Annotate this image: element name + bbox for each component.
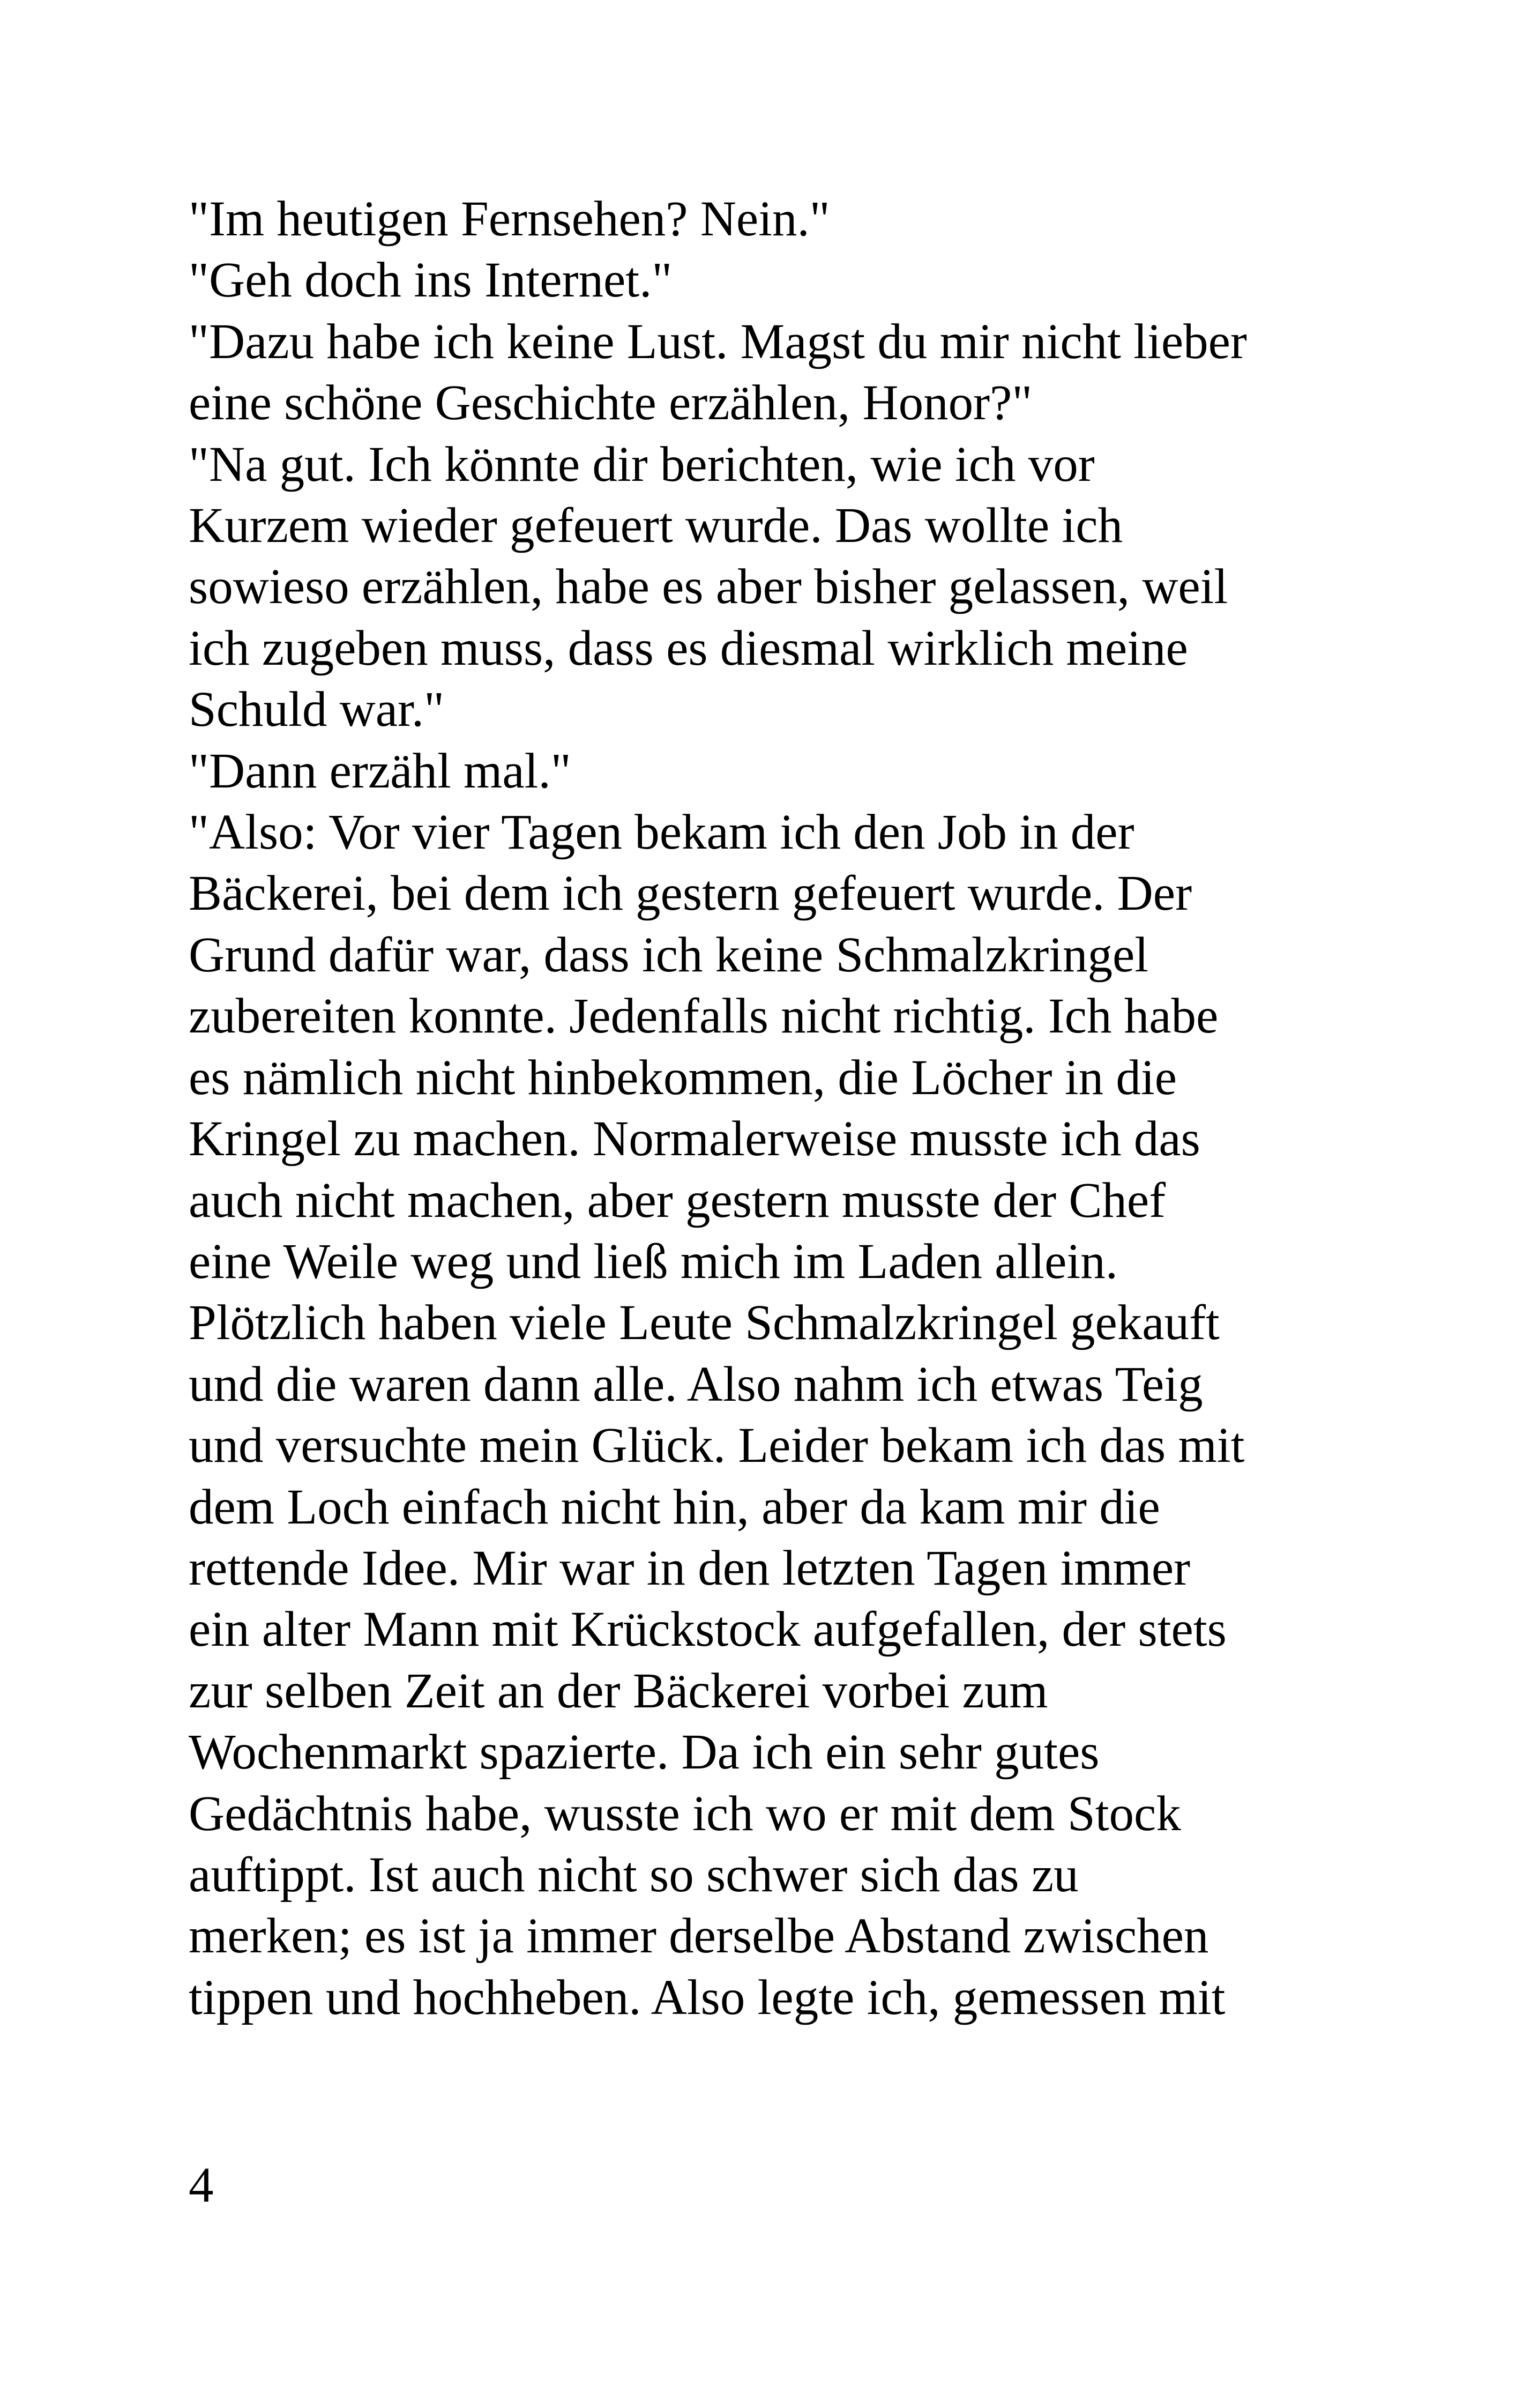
text-line: und versuchte mein Glück. Leider bekam ich das mit (189, 1418, 1245, 1474)
text-line: auch nicht machen, aber gestern musste der Chef (189, 1172, 1166, 1228)
text-line: ich zugeben muss, dass es diesmal wirklich meine (189, 620, 1188, 676)
text-line: ein alter Mann mit Krückstock aufgefallen, der stets (189, 1602, 1227, 1658)
text-line: "Na gut. Ich könnte dir berichten, wie ich vor (189, 436, 1095, 492)
text-line: dem Loch einfach nicht hin, aber da kam mir die (189, 1479, 1160, 1535)
text-line: Wochenmarkt spazierte. Da ich ein sehr gutes (189, 1725, 1100, 1780)
text-line: Kurzem wieder gefeuert wurde. Das wollte ich (189, 498, 1123, 554)
text-line: "Dann erzähl mal." (189, 743, 571, 799)
text-line: Kringel zu machen. Normalerweise musste ich das (189, 1111, 1200, 1167)
text-line: zur selben Zeit an der Bäckerei vorbei zum (189, 1663, 1048, 1719)
text-line: "Also: Vor vier Tagen bekam ich den Job in der (189, 805, 1134, 860)
text-line: und die waren dann alle. Also nahm ich etwas Teig (189, 1356, 1203, 1412)
text-line: "Im heutigen Fernsehen? Nein." (189, 191, 830, 247)
text-line: es nämlich nicht hinbekommen, die Löcher in die (189, 1050, 1177, 1105)
body-text (189, 189, 1368, 2028)
text-line: eine Weile weg und ließ mich im Laden allein. (189, 1233, 1118, 1289)
text-line: rettende Idee. Mir war in den letzten Tagen immer (189, 1540, 1191, 1596)
text-line: Bäckerei, bei dem ich gestern gefeuert wurde. Der (189, 866, 1192, 921)
text-line: sowieso erzählen, habe es aber bisher gelassen, weil (189, 559, 1228, 615)
text-line: eine schöne Geschichte erzählen, Honor?" (189, 375, 1033, 431)
page-number: 4 (189, 2158, 214, 2213)
text-line: Grund dafür war, dass ich keine Schmalzkringel (189, 927, 1149, 983)
text-line: tippen und hochheben. Also legte ich, gemessen mit (189, 1969, 1226, 2025)
text-line: zubereiten konnte. Jedenfalls nicht richtig. Ich habe (189, 989, 1219, 1044)
text-line: auftippt. Ist auch nicht so schwer sich das zu (189, 1847, 1079, 1902)
text-line: Schuld war." (189, 682, 445, 738)
text-line: merken; es ist ja immer derselbe Abstand zwischen (189, 1908, 1209, 1964)
text-line: "Dazu habe ich keine Lust. Magst du mir nicht lieber (189, 314, 1247, 369)
text-line: Gedächtnis habe, wusste ich wo er mit dem Stock (189, 1786, 1181, 1841)
text-line: Plötzlich haben viele Leute Schmalzkringel gekauft (189, 1295, 1220, 1351)
text-line: "Geh doch ins Internet." (189, 252, 673, 308)
